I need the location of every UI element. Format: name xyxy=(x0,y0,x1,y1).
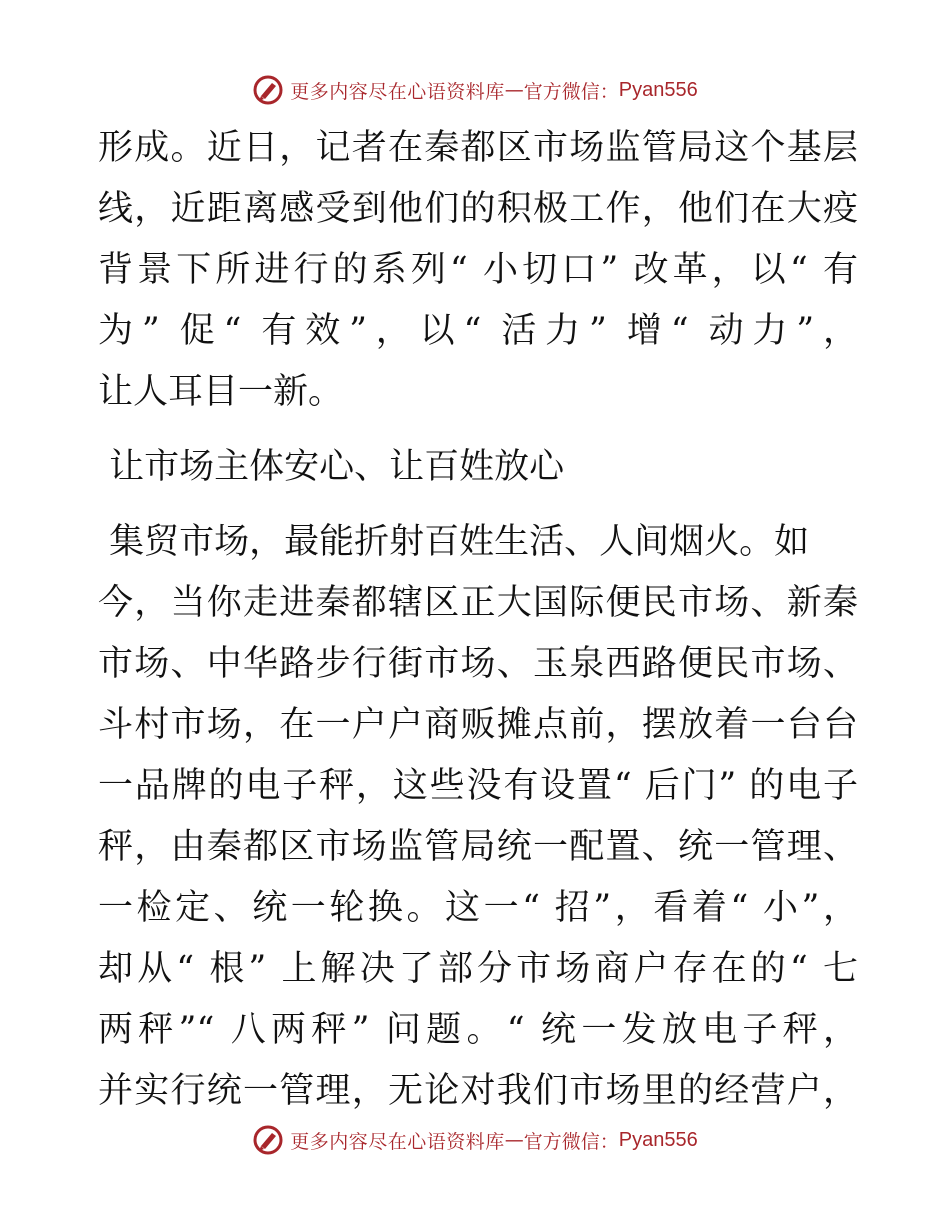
header-wechat-label: 官方微信： xyxy=(523,80,619,103)
footer-wechat-id: Pyan556 xyxy=(618,1128,698,1151)
text-line: 秤，由秦都区市场监管局统一配置、统一管理、 xyxy=(98,827,858,867)
text-line: 一品牌的电子秤，这些没有设置“ 后门” 的电子 xyxy=(98,766,858,806)
text-line: 一检定、统一轮换。这一“ 招”，看着“ 小”， xyxy=(98,888,858,928)
text-line: 并实行统一管理，无论对我们市场里的经营户， xyxy=(98,1071,858,1111)
red-seal-pen-icon xyxy=(252,1124,284,1156)
paragraph-2 xyxy=(98,512,858,1122)
red-seal-pen-icon xyxy=(252,74,284,106)
section-heading: 让市场主体安心、让百姓放心 xyxy=(98,447,565,487)
text-line: 让人耳目一新。 xyxy=(98,372,344,412)
footer-wechat-label: 官方微信： xyxy=(523,1130,619,1153)
text-line: 却从“ 根” 上解决了部分市场商户存在的“ 七 xyxy=(98,949,858,989)
text-line: 为” 促“ 有效”，以“ 活力” 增“ 动力”， xyxy=(98,311,858,351)
text-line: 两秤”“ 八两秤” 问题。“ 统一发放电子秤， xyxy=(98,1010,858,1050)
text-line: 形成。近日，记者在秦都区市场监管局这个基层 xyxy=(98,128,858,168)
footer-banner xyxy=(0,1120,950,1160)
footer-separator: — xyxy=(504,1129,524,1151)
header-wechat-id: Pyan556 xyxy=(618,78,698,101)
text-line: 线，近距离感受到他们的积极工作，他们在大疫 xyxy=(98,189,858,229)
text-line: 背景下所进行的系列“ 小切口” 改革，以“ 有 xyxy=(98,250,858,290)
header-banner xyxy=(0,70,950,110)
text-line: 市场、中华路步行街市场、玉泉西路便民市场、 xyxy=(98,644,858,684)
text-line: 斗村市场，在一户户商贩摊点前，摆放着一台台 xyxy=(98,705,858,745)
text-line: 集贸市场，最能折射百姓生活、人间烟火。如 xyxy=(98,522,810,562)
document-body xyxy=(98,118,858,1122)
paragraph-1 xyxy=(98,118,858,423)
header-separator: — xyxy=(504,79,524,101)
text-line: 今，当你走进秦都辖区正大国际便民市场、新秦 xyxy=(98,583,858,623)
footer-text: 更多内容尽在心语资料库 xyxy=(290,1130,505,1153)
header-text: 更多内容尽在心语资料库 xyxy=(290,80,505,103)
